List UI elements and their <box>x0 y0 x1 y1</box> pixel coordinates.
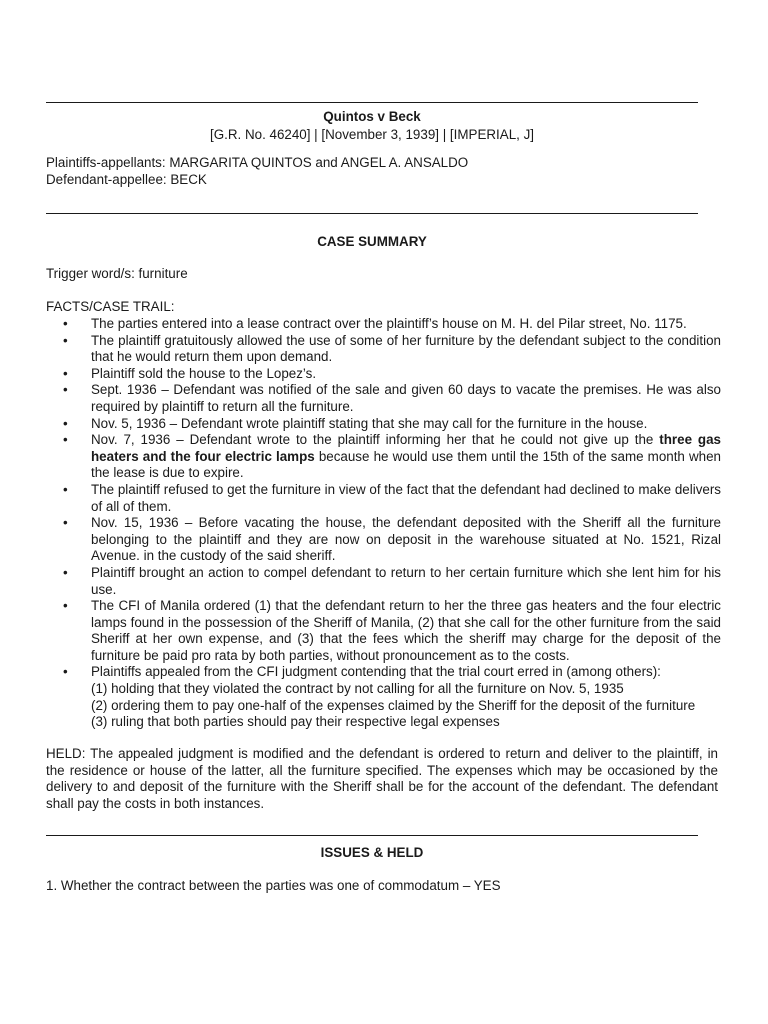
case-citation: [G.R. No. 46240] | [November 3, 1939] | [IMPERIAL, J] <box>209 127 534 142</box>
held-paragraph: HELD: The appealed judgment is modified and the defendant is ordered to return and deliver to the plaintiff, in the residence or house of the latter, all the furniture specified. The expenses which may be occasioned by the delivery to and deposit of the furniture with the Sheriff shall be for the account of the defendant. The defendant shall pay the costs in both instances. <box>46 746 718 811</box>
fact-subitem: (3) ruling that both parties should pay their respective legal expenses <box>91 714 500 730</box>
divider <box>46 213 698 214</box>
fact-item <box>0 432 721 482</box>
fact-item: • Sept. 1936 – Defendant was notified of the sale and given 60 days to vacate the premises. He was also required by plaintiff to return all the furniture. <box>0 382 721 415</box>
fact-item <box>0 664 721 730</box>
facts-heading: FACTS/CASE TRAIL: <box>46 299 175 314</box>
fact-subitem: (1) holding that they violated the contract by not calling for all the furniture on Nov. 5, 1935 <box>91 681 624 697</box>
plaintiffs-line: Plaintiffs-appellants: MARGARITA QUINTOS and ANGEL A. ANSALDO <box>46 155 469 170</box>
fact-text: Nov. 7, 1936 – Defendant wrote to the plaintiff informing her that he could not give up the <box>91 432 660 448</box>
divider <box>46 835 698 836</box>
fact-item: • Plaintiff brought an action to compel defendant to return to her certain furniture which she lent him for his use. <box>0 565 721 598</box>
fact-text: because he would use them until the 15th of the same month when the lease is due to expire. <box>91 448 722 481</box>
fact-item: • Plaintiff sold the house to the Lopez’s. <box>0 366 721 383</box>
facts-list <box>0 316 768 731</box>
fact-subitem: (2) ordering them to pay one-half of the expenses claimed by the Sheriff for the deposit of the furniture <box>91 697 696 713</box>
issue-item: 1. Whether the contract between the parties was one of commodatum – YES <box>46 878 501 893</box>
fact-item: • Nov. 15, 1936 – Before vacating the house, the defendant deposited with the Sheriff all the furniture belonging to the plaintiff and they are now on deposit in the warehouse situated at No. 1521, Rizal Avenue. in the custody of the said sheriff. <box>0 515 721 565</box>
fact-item: • The CFI of Manila ordered (1) that the defendant return to her the three gas heaters and the four electric lamps found in the possession of the Sheriff of Manila, (2) that she call for the other furniture from the said Sheriff at her own expense, and (3) that the fees which the sheriff may charge for the deposit of the furniture be paid pro rata by both parties, without pronouncement as to the costs. <box>0 598 721 664</box>
case-summary-heading: CASE SUMMARY <box>317 234 427 249</box>
fact-item: • Nov. 5, 1936 – Defendant wrote plaintiff stating that she may call for the furniture in the house. <box>0 416 721 433</box>
trigger-words: Trigger word/s: furniture <box>46 266 188 281</box>
case-title: Quintos v Beck <box>323 109 421 124</box>
fact-item: • The plaintiff gratuitously allowed the use of some of her furniture by the defendant subject to the condition that he would return them upon demand. <box>0 333 721 366</box>
divider <box>46 102 698 103</box>
fact-item: • The plaintiff refused to get the furniture in view of the fact that the defendant had declined to make delivers of all of them. <box>0 482 721 515</box>
defendant-line: Defendant-appellee: BECK <box>46 172 207 187</box>
issues-heading: ISSUES & HELD <box>320 845 424 860</box>
fact-text: • Plaintiffs appealed from the CFI judgment contending that the trial court erred in (among others): <box>91 664 661 680</box>
fact-emphasis: three gas heaters and the four electric lamps <box>91 432 721 464</box>
fact-item: • The parties entered into a lease contract over the plaintiff’s house on M. H. del Pilar street, No. 1175. <box>0 316 721 333</box>
